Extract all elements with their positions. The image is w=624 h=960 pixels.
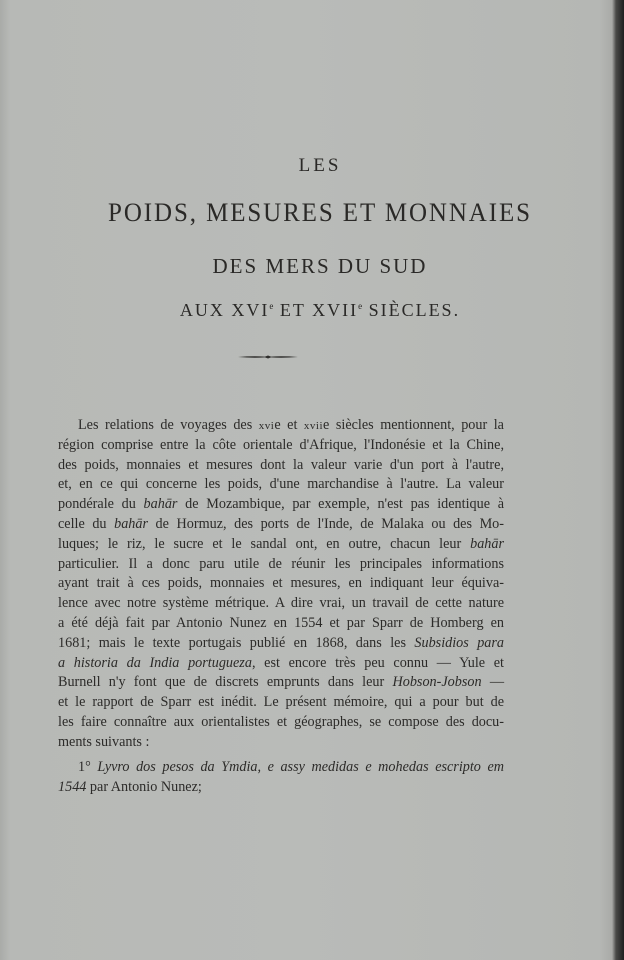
title-line-siecles [8,300,624,321]
text-run: de Mozambique, par exemple, n'est pas identique à [177,496,504,513]
paragraph-line [58,515,504,535]
title-aux-xvi: AUX XVI [179,300,270,320]
paragraph-line: des poids, monnaies et mesures dont la valeur varie d'un port à l'autre, [58,456,504,473]
paragraph-line: ments suivants : [58,733,150,750]
text-run: — [481,674,505,691]
title-line-mers: DES MERS DU SUD [212,254,428,278]
text-run: , est encore très peu connu — Yule et [251,654,504,671]
text-run: 1681; mais le texte portugais publié en 1868, dans les [58,634,415,651]
paragraph-line [58,654,504,674]
roman-numeral: xvi [258,420,275,432]
paragraph-line: les faire connaître aux orientalistes et géographes, se compose des docu- [58,713,504,730]
list-number: 1° [78,759,91,775]
text-run: de Hormuz, des ports de l'Inde, de Malaka ou des Mo- [148,515,504,532]
paragraph-line [58,495,504,515]
roman-numeral: xvii [303,420,324,432]
italic-title: a historia da India portugueza [58,654,252,671]
paragraph-line: a été déjà fait par Antonio Nunez en 1554 et par Sparr de Homberg en [58,614,504,631]
italic-title: Subsidios para [414,634,504,651]
text-run: e siècles mentionnent, pour la [323,417,504,433]
title-et-xvii: ET XVII [273,300,359,320]
list-item-line [58,778,504,798]
italic-term: bahār [143,496,178,513]
intro-paragraph [58,416,504,753]
text-run: pondérale du [58,496,144,513]
italic-title: Hobson-Jobson [392,674,482,691]
text-run: celle du [58,515,115,532]
paragraph-line: ayant trait à ces poids, monnaies et mesures, en indiquant leur équiva- [58,575,504,592]
document-list-item [58,758,504,798]
title-line-les: LES [298,155,342,176]
text-run: luques; le riz, le sucre et le sandal ont, en outre, chacun leur [58,535,471,552]
ornament-rule-icon [238,355,298,359]
paragraph-line: région comprise entre la côte orientale d'Afrique, l'Indonésie et la Chine, [58,436,504,453]
paragraph-line [58,535,504,555]
paragraph-line [58,416,504,436]
list-item-line [58,758,504,778]
italic-title: Lyvro dos pesos da Ymdia, e assy medidas e mohedas escripto em [97,759,505,775]
title-line-main: POIDS, MESURES ET MONNAIES [108,198,532,227]
paragraph-line: et le rapport de Sparr est inédit. Le présent mémoire, qui a pour but de [58,694,504,711]
paragraph-line [58,634,504,654]
title-sup-2: e [358,301,363,311]
year: 1544 [58,778,87,795]
text-run: e et [274,417,304,433]
paragraph-line [58,673,504,693]
paragraph-line: lence avec notre système métrique. A dire vrai, un travail de cette nature [58,595,504,612]
paragraph-line: et, en ce qui concerne les poids, d'une marchandise à l'autre. La valeur [58,476,504,493]
text-run: Les relations de voyages des [78,417,259,433]
paragraph-line: particulier. Il a donc paru utile de réunir les principales informations [58,555,504,572]
title-siecles: SIÈCLES. [362,300,461,320]
text-run: Burnell n'y font que de discrets emprunts dans leur [58,674,393,691]
title-sup-1: e [269,301,274,311]
italic-term: bahār [114,515,148,532]
text-run: par Antonio Nunez; [86,778,202,795]
italic-term: bahār [470,535,504,552]
